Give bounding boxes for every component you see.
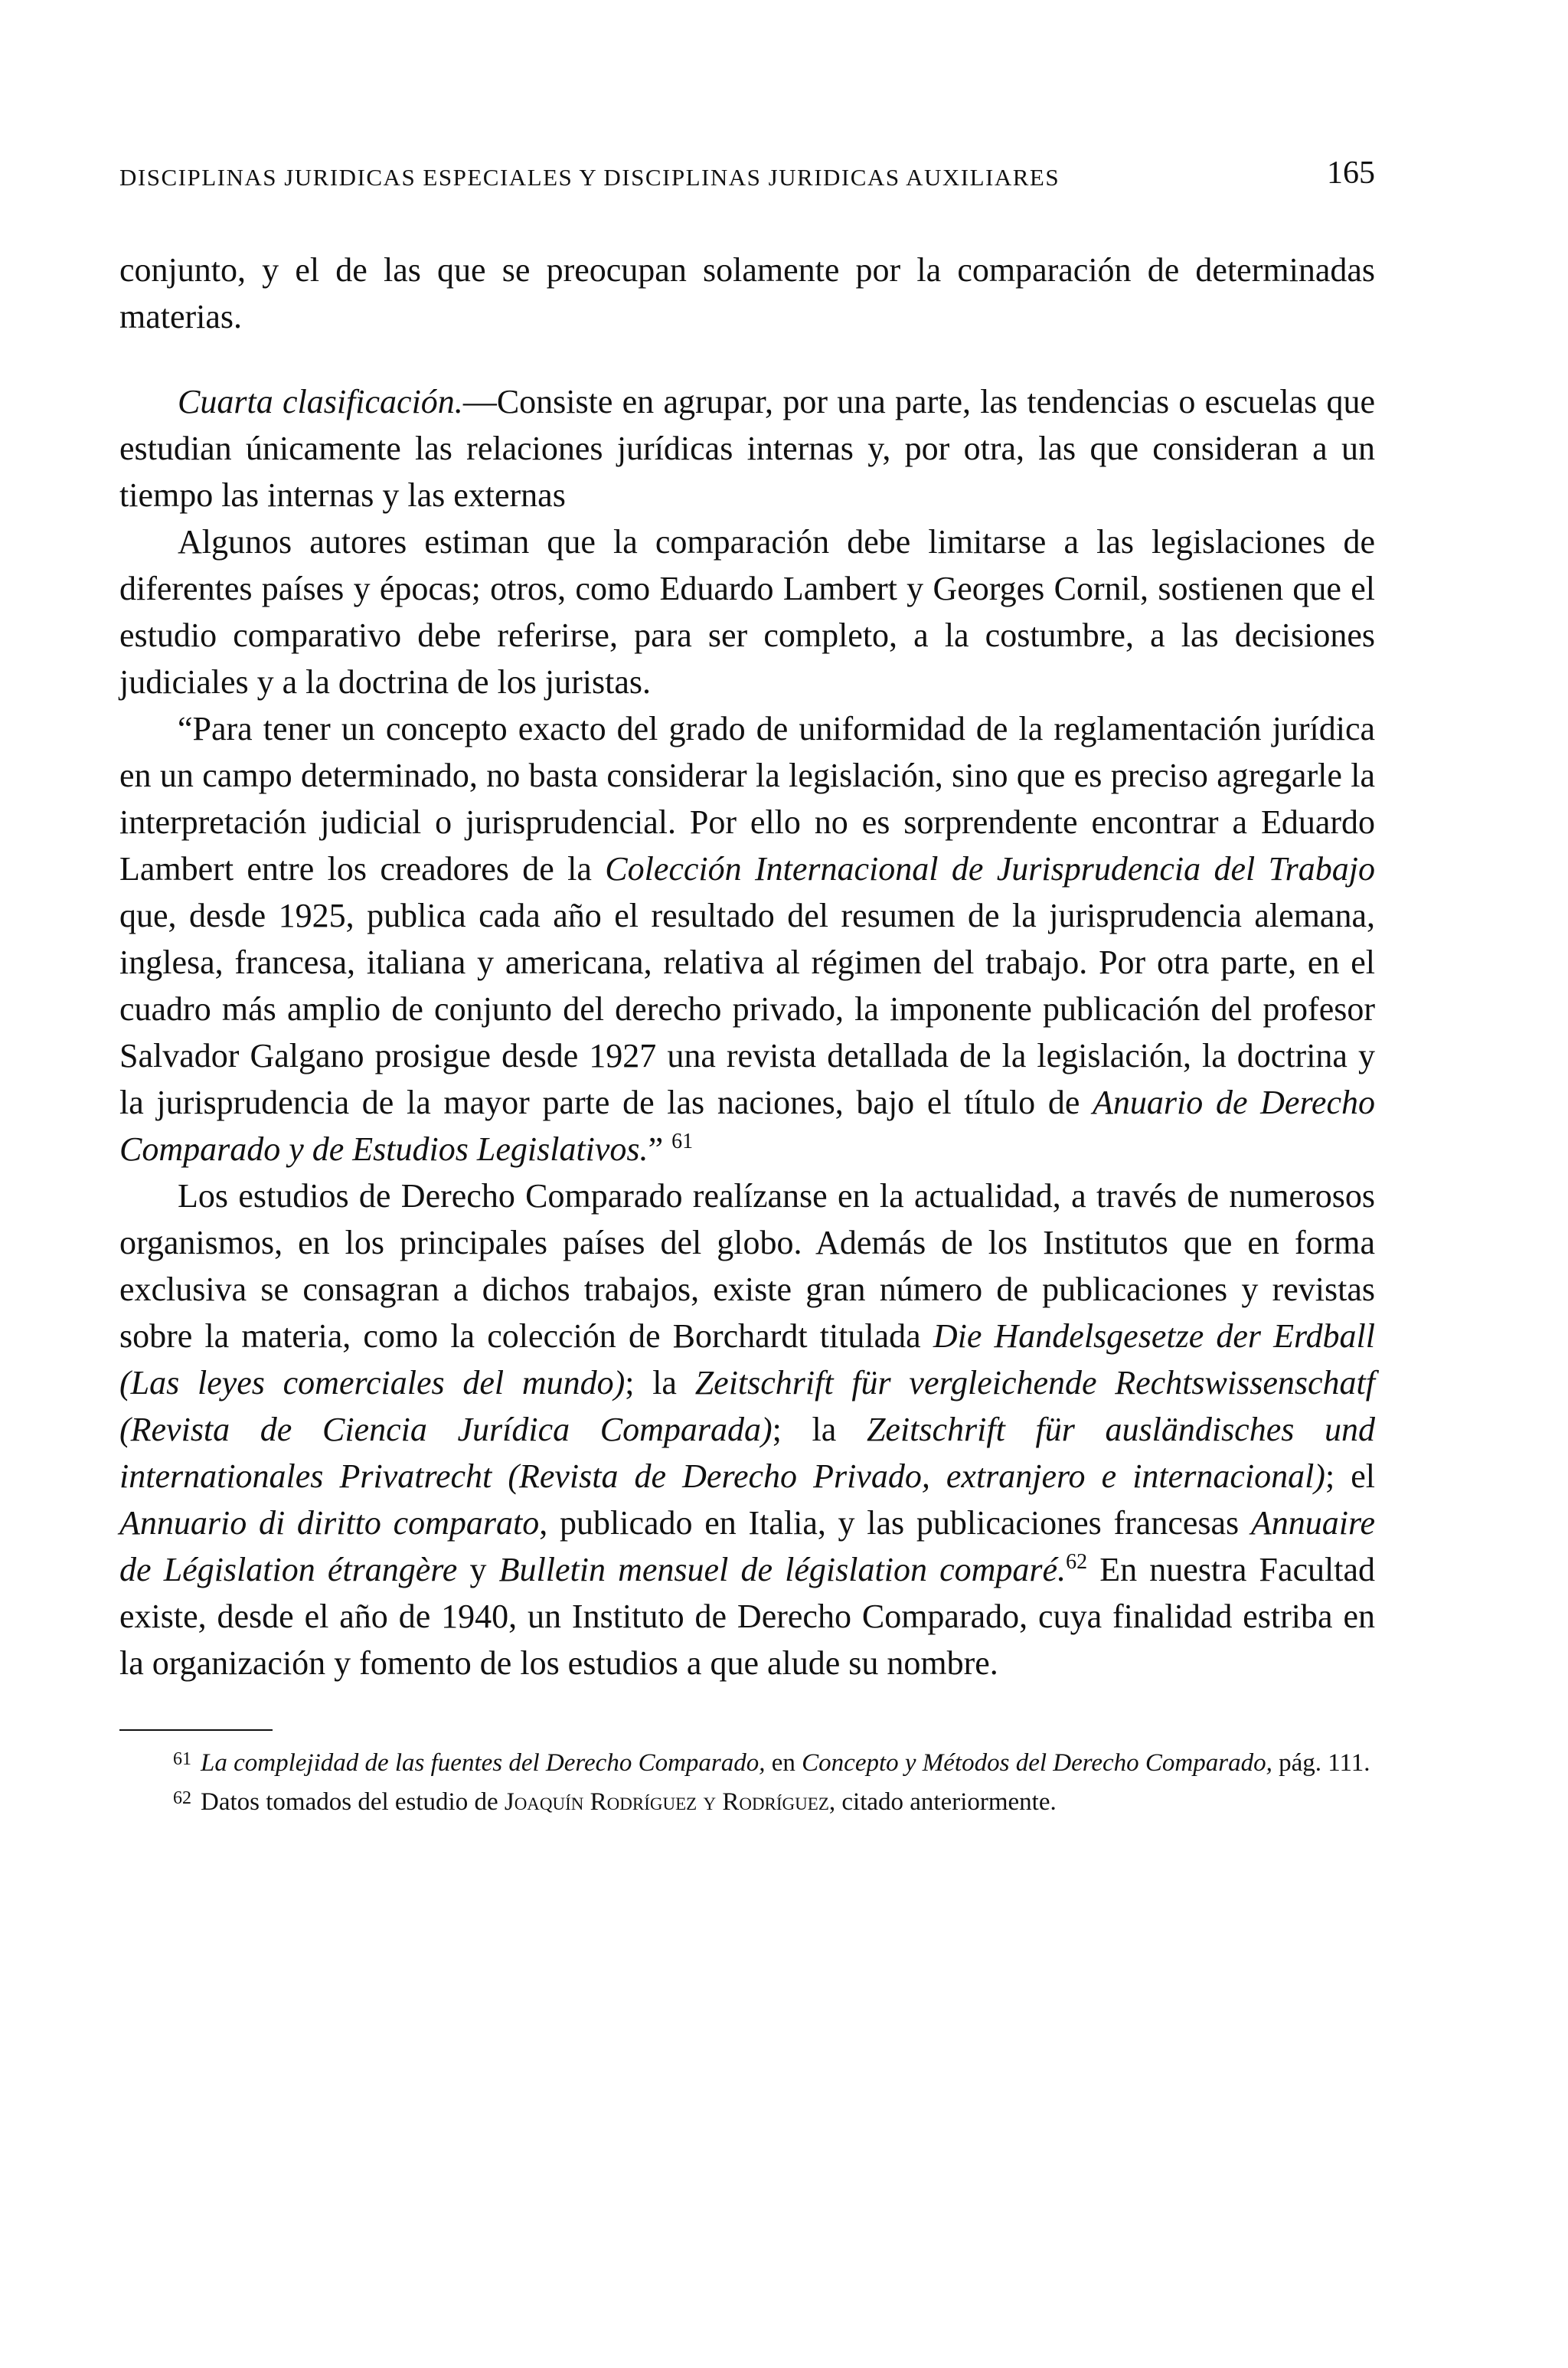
- footnote-title: Concepto y Métodos del Derecho Comparado,: [802, 1749, 1272, 1777]
- paragraph-cuarta-clasificacion: [119, 378, 1375, 518]
- footnote-title: La complejidad de las fuentes del Derecho Comparado,: [201, 1749, 766, 1777]
- closing-quote: ”: [648, 1130, 664, 1168]
- footnote-61: [119, 1742, 1375, 1781]
- paragraph-continuation: [119, 247, 1375, 340]
- book-page: [119, 153, 1375, 1820]
- work-title: Colección Internacional de Jurisprudencia del Trabajo: [605, 850, 1375, 888]
- work-title: Bulletin mensuel de législation comparé.: [498, 1551, 1067, 1588]
- paragraph-text: “Para tener un concepto exacto del grado de uniformidad de la reglamentación jurídica en un campo determinado, no basta considerar la legislación, sino que es preciso agregarle la interpretación judicial o jurisprudencial. Por ello no es sorprendente encontrar a Eduardo Lambert entre los creadores de la: [119, 710, 1375, 888]
- work-title: Zeitschrift für vergleichende Rechtswissenschatf (Revista de Ciencia Jurídica Comparada): [119, 1364, 1375, 1448]
- footnote-text: pág. 111.: [1272, 1749, 1370, 1777]
- paragraph-text: que, desde 1925, publica cada año el resultado del resumen de la jurisprudencia alemana, inglesa, francesa, italiana y americana, relativa al régimen del trabajo. Por otra parte, en el cuadro más amplio de conjunto del derecho privado, la imponente publicación del profesor Salvador Galgano prosigue desde 1927 una revista detallada de la legislación, la doctrina y la jurisprudencia de la mayor parte de las naciones, bajo el título de: [119, 897, 1375, 1121]
- page-number: 165: [1327, 155, 1375, 191]
- footnote-author: Joaquín Rodríguez y Rodríguez: [504, 1788, 829, 1816]
- paragraph-text: conjunto, y el de las que se preocupan solamente por la comparación de determinadas materias.: [119, 251, 1375, 335]
- paragraph-text: , publicado en Italia, y las publicaciones francesas: [539, 1504, 1251, 1542]
- work-title: Die Handelsgesetze der Erdball (Las leyes comerciales del mundo): [119, 1317, 1375, 1402]
- running-header: [119, 153, 1375, 199]
- footnote-text: en: [765, 1749, 802, 1777]
- paragraph-text: En nuestra Facultad existe, desde el año de 1940, un Instituto de Derecho Comparado, cuya finalidad estriba en la organización y fomento de los estudios a que alude su nombre.: [119, 1551, 1376, 1682]
- work-title: Anuario de Derecho Comparado y de Estudios Legislativos.: [119, 1084, 1375, 1168]
- paragraph-text: y: [457, 1551, 499, 1588]
- footnote-text: , citado anteriormente.: [828, 1788, 1057, 1816]
- footnote-divider: [119, 1729, 273, 1731]
- body-text: [119, 247, 1375, 1686]
- paragraph-text: Algunos autores estiman que la comparación debe limitarse a las legislaciones de diferentes países y épocas; otros, como Eduardo Lambert y Georges Cornil, sostienen que el estudio comparativo debe referirse, para ser completo, a la costumbre, a las decisiones judiciales y a la doctrina de los juristas.: [119, 523, 1375, 701]
- footnote-text: Datos tomados del estudio de: [201, 1788, 505, 1816]
- paragraph-estudios-derecho-comparado: [119, 1173, 1375, 1686]
- work-title: Annuaire de Législation étrangère: [119, 1504, 1376, 1588]
- footnote-number: 61: [173, 1749, 191, 1769]
- footnote-62: [119, 1781, 1375, 1820]
- paragraph-text: ; el: [1325, 1457, 1376, 1495]
- paragraph-quotation: [119, 705, 1375, 1173]
- footnote-reference: 62: [1066, 1550, 1088, 1574]
- paragraph-algunos-autores: [119, 518, 1375, 705]
- paragraph-text: Los estudios de Derecho Comparado realízanse en la actualidad, a través de numerosos organismos, en los principales países del globo. Además de los Institutos que en forma exclusiva se consagran a dichos trabajos, existe gran número de publicaciones y revistas sobre la materia, como la colección de Borchardt titulada: [119, 1177, 1375, 1355]
- footnotes: [119, 1742, 1375, 1820]
- footnote-number: 62: [173, 1788, 191, 1808]
- work-title: Zeitschrift für ausländisches und internationales Privatrecht (Revista de Derecho Privado, extranjero e internacional): [119, 1411, 1376, 1495]
- section-heading: Cuarta clasificación.: [178, 383, 463, 420]
- paragraph-text: ; la: [625, 1364, 695, 1402]
- footnote-reference: 61: [671, 1130, 694, 1153]
- paragraph-text: ; la: [772, 1411, 867, 1448]
- work-title: Annuario di diritto comparato: [119, 1504, 540, 1542]
- paragraph-text: —Consiste en agrupar, por una parte, las tendencias o escuelas que estudian únicamente las relaciones jurídicas internas y, por otra, las que consideran a un tiempo las internas y las externas: [119, 383, 1376, 514]
- running-header-title: DISCIPLINAS JURIDICAS ESPECIALES Y DISCIPLINAS JURIDICAS AUXILIARES: [119, 164, 1060, 191]
